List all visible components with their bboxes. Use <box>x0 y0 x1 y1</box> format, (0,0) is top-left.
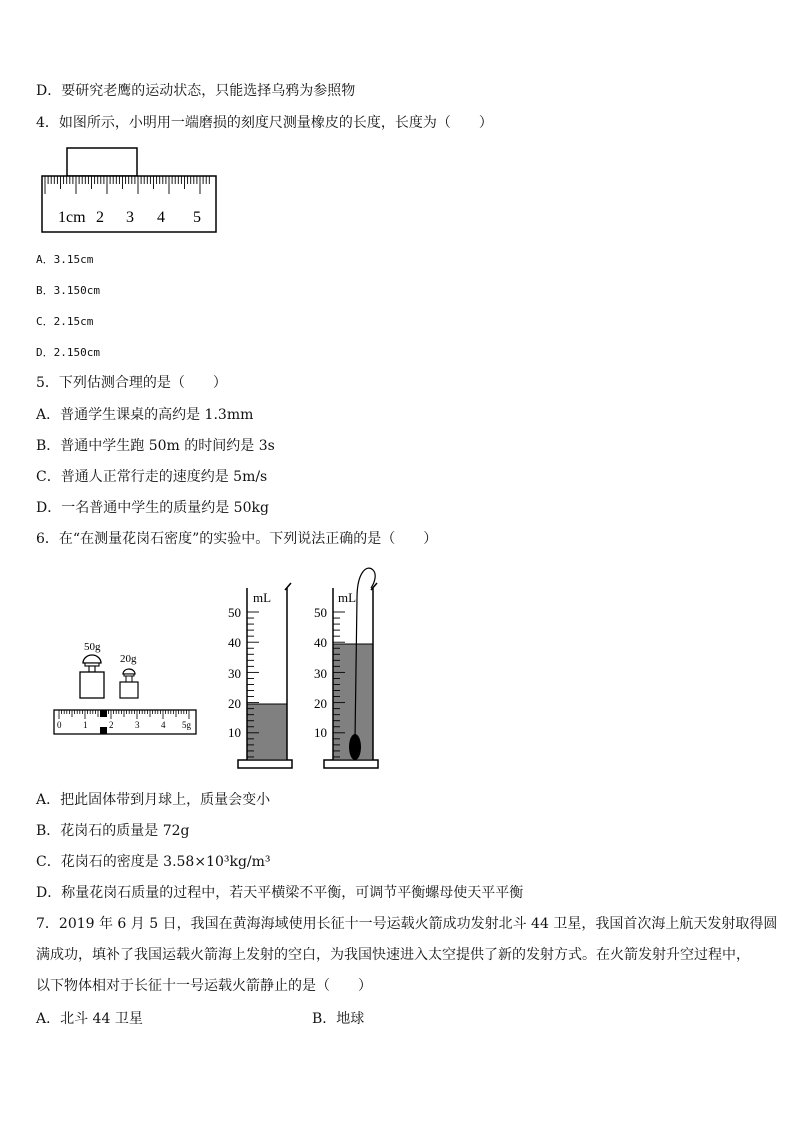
weight-50g-label: 50g <box>84 641 101 653</box>
cylinder-tick-label: 40 <box>314 635 327 650</box>
q4-option-a: A．3.15cm <box>36 253 94 266</box>
cylinder-tick-label: 30 <box>314 666 327 681</box>
granite-stone <box>349 734 361 760</box>
q5-option-d: D．一名普通中学生的质量约是 50kg <box>36 500 269 516</box>
cylinder-tick-label: 40 <box>228 635 241 650</box>
q6-stem: 6．在“在测量花岗石密度”的实验中。下列说法正确的是（ ） <box>36 531 438 547</box>
ruler-label: 3 <box>126 209 134 226</box>
q5-option-c: C．普通人正常行走的速度约是 5m/s <box>36 469 268 485</box>
q5-stem: 5．下列估测合理的是（ ） <box>36 375 227 391</box>
q4-ruler-figure <box>36 146 220 234</box>
cylinder-unit: mL <box>338 590 357 605</box>
slider-label: 4 <box>161 720 166 730</box>
ruler-label: 4 <box>157 209 165 226</box>
cylinder-tick-label: 20 <box>228 696 241 711</box>
cylinder-tick-label: 10 <box>228 725 241 740</box>
q7-option-a: A．北斗 44 卫星 <box>36 1011 143 1027</box>
cylinder-unit: mL <box>253 590 272 605</box>
q6-cylinder-after <box>309 562 394 772</box>
eraser <box>67 148 137 176</box>
q7-stem-line-2: 满成功，填补了我国运载火箭海上发射的空白，为我国快速进入太空提供了新的发射方式。在火箭发射升空过程中， <box>36 947 750 963</box>
q5-option-b: B．普通中学生跑 50m 的时间约是 3s <box>36 438 275 454</box>
weight-20g-icon <box>120 669 138 698</box>
slider-label: 2 <box>109 720 114 730</box>
slider-rider <box>100 710 107 717</box>
slider-label: 3 <box>135 720 140 730</box>
q6-option-b: B．花岗石的质量是 72g <box>36 823 190 839</box>
q3-option-d: D．要研究老鹰的运动状态，只能选择乌鸦为参照物 <box>36 83 356 99</box>
cylinder-tick-label: 50 <box>314 605 327 620</box>
cylinder-tick-label: 30 <box>228 666 241 681</box>
weight-20g-label: 20g <box>120 653 137 665</box>
q7-stem-line-3: 以下物体相对于长征十一号运载火箭静止的是（ ） <box>36 978 372 994</box>
q6-option-d: D．称量花岗石质量的过程中，若天平横梁不平衡，可调节平衡螺母使天平平衡 <box>36 885 524 901</box>
q4-stem: 4．如图所示，小明用一端磨损的刻度尺测量橡皮的长度，长度为（ ） <box>36 115 493 131</box>
weight-50g-icon <box>80 655 104 698</box>
cylinder-tick-label: 10 <box>314 725 327 740</box>
q6-cylinder-before <box>225 580 305 772</box>
q6-option-c: C．花岗石的密度是 3.58×10³kg/m³ <box>36 854 271 870</box>
ruler-label: 2 <box>96 209 104 226</box>
cylinder-tick-label: 50 <box>228 605 241 620</box>
q7-stem-line-1: 7．2019 年 6 月 5 日，我国在黄海海域使用长征十一号运载火箭成功发射北斗 44 卫星，我国首次海上航天发射取得圆 <box>36 916 778 932</box>
q4-option-b: B．3.150cm <box>36 284 100 297</box>
q6-option-a: A．把此固体带到月球上，质量会变小 <box>36 792 271 808</box>
slider-label: 5g <box>182 720 191 730</box>
slider-label: 0 <box>57 720 62 730</box>
q4-option-d: D．2.150cm <box>36 346 100 359</box>
q4-option-c: C．2.15cm <box>36 315 94 328</box>
ruler-label: 1cm <box>58 209 86 226</box>
cylinder-tick-label: 20 <box>314 696 327 711</box>
balance-slider-scale <box>54 710 196 734</box>
ruler-label: 5 <box>193 209 201 226</box>
slider-label: 1 <box>83 720 88 730</box>
q7-option-b: B．地球 <box>312 1011 365 1027</box>
q5-option-a: A．普通学生课桌的高约是 1.3mm <box>36 407 254 423</box>
q6-balance-figure <box>50 636 200 740</box>
